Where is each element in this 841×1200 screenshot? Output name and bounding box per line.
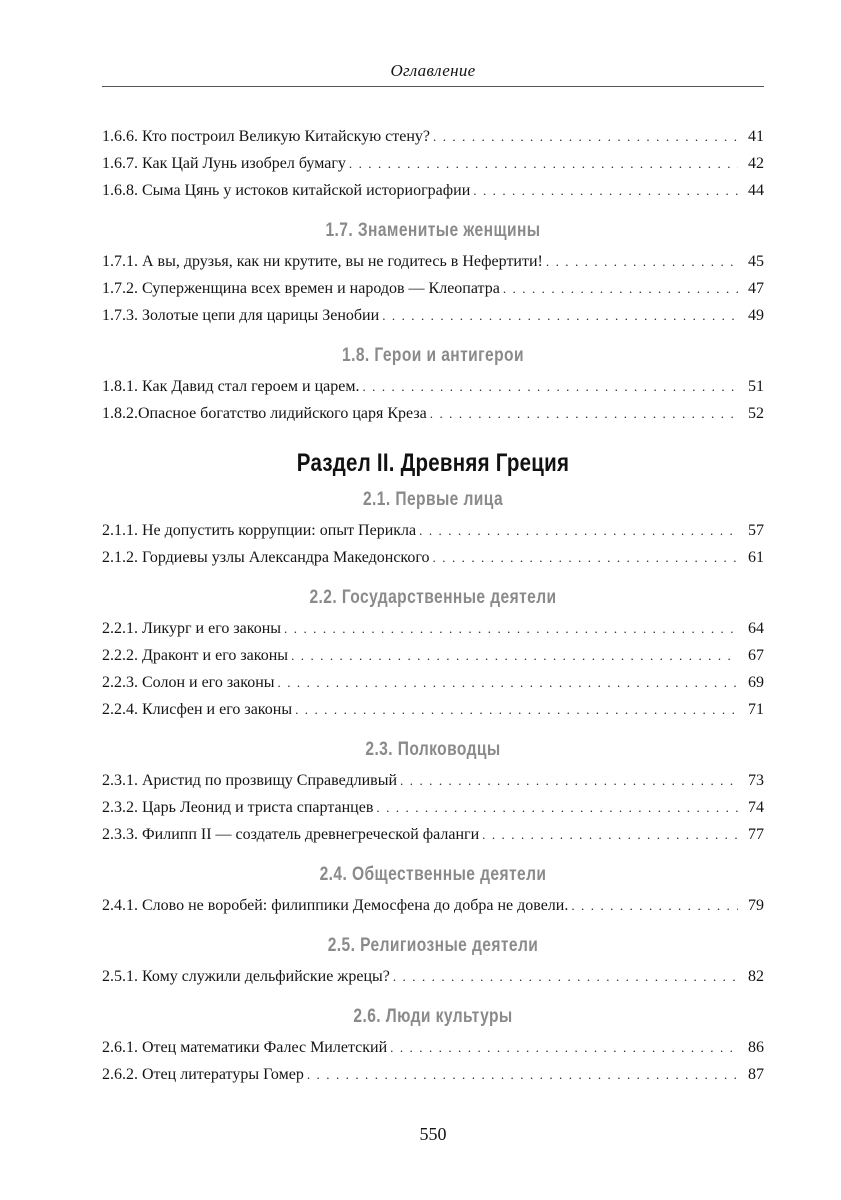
toc-entry-title: 1.6.7. Как Цай Лунь изобрел бумагу — [102, 155, 346, 172]
toc-entry-page: 73 — [748, 772, 764, 789]
section-heading: 2.3. Полководцы — [365, 739, 501, 760]
dot-leader — [349, 150, 738, 177]
toc-entry[interactable] — [102, 642, 764, 669]
section-heading: 2.2. Государственные деятели — [309, 587, 557, 608]
dot-leader — [571, 892, 738, 919]
dot-leader — [307, 1061, 738, 1088]
header-rule — [102, 86, 764, 87]
toc-entry-page: 57 — [748, 522, 764, 539]
section-heading: 1.8. Герои и антигерои — [342, 345, 524, 366]
toc-entry[interactable] — [102, 892, 764, 919]
toc-entry-title: 2.3.3. Филипп II — создатель древнегреческой фаланги — [102, 826, 480, 843]
section-heading: 1.7. Знаменитые женщины — [325, 220, 541, 241]
dot-leader — [278, 669, 738, 696]
toc-entry-page: 82 — [748, 968, 764, 985]
dot-leader — [482, 821, 738, 848]
toc-entry-title: 1.6.6. Кто построил Великую Китайскую стену? — [102, 128, 431, 145]
toc-entry-page: 41 — [748, 128, 764, 145]
dot-leader — [433, 544, 738, 571]
toc-entry-title: 2.2.3. Солон и его законы — [102, 674, 275, 691]
dot-leader — [291, 642, 738, 669]
toc-entry[interactable] — [102, 275, 764, 302]
dot-leader — [362, 373, 738, 400]
section-heading: 2.4. Общественные деятели — [319, 864, 547, 885]
running-head: Оглавление — [390, 61, 476, 80]
toc-entry-title: 1.7.1. А вы, друзья, как ни крутите, вы не годитесь в Нефертити! — [102, 253, 543, 270]
toc-entry[interactable] — [102, 821, 764, 848]
dot-leader — [284, 615, 738, 642]
dot-leader — [393, 963, 738, 990]
toc-entry-page: 42 — [748, 155, 764, 172]
toc-entry-title: 2.2.1. Ликург и его законы — [102, 620, 282, 637]
toc-entry-page: 45 — [748, 253, 764, 270]
dot-leader — [419, 517, 738, 544]
toc-entry-page: 74 — [748, 799, 764, 816]
toc-entry-title: 1.8.2.Опасное богатство лидийского царя Креза — [102, 405, 427, 422]
toc-entry[interactable] — [102, 302, 764, 329]
toc-entry-title: 2.3.2. Царь Леонид и триста спартанцев — [102, 799, 374, 816]
toc-entry-page: 86 — [748, 1039, 764, 1056]
toc-entry-page: 77 — [748, 826, 764, 843]
toc-entry-title: 1.6.8. Сыма Цянь у истоков китайской историографии — [102, 182, 471, 199]
toc-entry-page: 87 — [748, 1066, 764, 1083]
section-heading: 2.5. Религиозные деятели — [327, 935, 539, 956]
toc-entry-title: 1.8.1. Как Давид стал героем и царем. — [102, 378, 360, 395]
section-heading: 2.6. Люди культуры — [353, 1006, 513, 1027]
toc-entry[interactable] — [102, 400, 764, 427]
toc-entry[interactable] — [102, 150, 764, 177]
toc-entry[interactable] — [102, 248, 764, 275]
toc-entry-title: 2.2.4. Клисфен и его законы — [102, 701, 293, 718]
section-heading: 2.1. Первые лица — [362, 489, 504, 510]
toc-entry-page: 52 — [748, 405, 764, 422]
toc-entry[interactable] — [102, 1061, 764, 1088]
dot-leader — [295, 696, 738, 723]
dot-leader — [546, 248, 738, 275]
toc-entry-page: 51 — [748, 378, 764, 395]
toc-entry-title: 2.5.1. Кому служили дельфийские жрецы? — [102, 968, 390, 985]
dot-leader — [433, 123, 738, 150]
toc-entry-page: 67 — [748, 647, 764, 664]
toc-entry[interactable] — [102, 615, 764, 642]
toc-entry-title: 2.6.1. Отец математики Фалес Милетский — [102, 1039, 388, 1056]
toc-entry-page: 44 — [748, 182, 764, 199]
table-of-contents — [102, 123, 764, 1088]
dot-leader — [376, 794, 738, 821]
toc-entry[interactable] — [102, 177, 764, 204]
dot-leader — [382, 302, 738, 329]
toc-entry-page: 47 — [748, 280, 764, 297]
toc-entry[interactable] — [102, 669, 764, 696]
toc-entry-page: 71 — [748, 701, 764, 718]
toc-entry-title: 2.2.2. Драконт и его законы — [102, 647, 289, 664]
toc-entry-title: 2.4.1. Слово не воробей: филиппики Демосфена до добра не довели. — [102, 897, 569, 914]
part-heading: Раздел II. Древняя Греция — [296, 449, 570, 477]
toc-entry-page: 61 — [748, 549, 764, 566]
page-number: 550 — [419, 1124, 447, 1144]
toc-entry[interactable] — [102, 123, 764, 150]
toc-entry-page: 79 — [748, 897, 764, 914]
toc-entry[interactable] — [102, 963, 764, 990]
toc-entry[interactable] — [102, 696, 764, 723]
toc-entry-title: 1.7.3. Золотые цепи для царицы Зенобии — [102, 307, 380, 324]
toc-entry-title: 2.1.1. Не допустить коррупции: опыт Перикла — [102, 522, 417, 539]
toc-entry-page: 69 — [748, 674, 764, 691]
toc-entry[interactable] — [102, 794, 764, 821]
toc-entry-page: 49 — [748, 307, 764, 324]
toc-entry[interactable] — [102, 767, 764, 794]
toc-entry-title: 2.3.1. Аристид по прозвищу Справедливый — [102, 772, 398, 789]
dot-leader — [400, 767, 738, 794]
dot-leader — [503, 275, 738, 302]
dot-leader — [430, 400, 738, 427]
toc-entry-title: 1.7.2. Суперженщина всех времен и народов — Клеопатра — [102, 280, 500, 297]
toc-entry-page: 64 — [748, 620, 764, 637]
toc-entry[interactable] — [102, 544, 764, 571]
toc-entry[interactable] — [102, 1034, 764, 1061]
dot-leader — [473, 177, 738, 204]
toc-entry[interactable] — [102, 373, 764, 400]
toc-entry-title: 2.1.2. Гордиевы узлы Александра Македонского — [102, 549, 430, 566]
toc-entry[interactable] — [102, 517, 764, 544]
dot-leader — [390, 1034, 738, 1061]
toc-entry-title: 2.6.2. Отец литературы Гомер — [102, 1066, 304, 1083]
